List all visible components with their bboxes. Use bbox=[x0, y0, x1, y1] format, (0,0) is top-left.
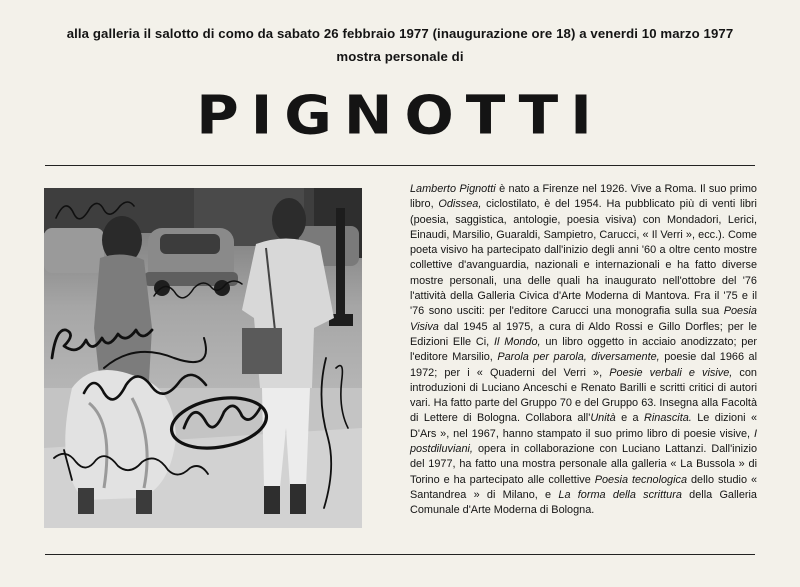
biography-paragraph bbox=[410, 182, 757, 519]
artist-name-title: PIGNOTTI bbox=[196, 83, 604, 147]
announcement-header bbox=[0, 22, 800, 68]
header-line-dates: alla galleria il salotto di como da sabato 26 febbraio 1977 (inaugurazione ore 18) a venerdi 10 marzo 1977 bbox=[66, 26, 734, 41]
bio-italic-title: Lamberto Pignotti bbox=[410, 183, 496, 195]
bio-italic-title: Poesia tecnologica bbox=[594, 473, 688, 486]
bio-italic-title: Parola per parola, diversamente, bbox=[497, 351, 660, 364]
bio-italic-title: Unità bbox=[590, 412, 616, 425]
bio-text-run: opera in collaborazione con Luciano Lattanzi. Dall'inizio del 1977, ha fatto una mostra personale alla galleria « La Bussola » di Torino e ha partecipato alle collettive bbox=[410, 443, 757, 486]
bottom-divider bbox=[45, 554, 755, 555]
bio-italic-title: Rinascita. bbox=[644, 412, 692, 425]
bio-text-run: dal 1945 al 1975, a cura di Aldo Rossi e Gillo Dorfles; per le Edizioni Elle Ci, bbox=[410, 320, 757, 348]
bio-italic-title: Il Mondo, bbox=[494, 335, 541, 348]
bio-text-run: della Galleria Comunale d'Arte Moderna di Bologna. bbox=[410, 488, 757, 517]
header-line-exhibition: mostra personale di bbox=[336, 49, 464, 64]
bio-italic-title: Poesie verbali e visive, bbox=[609, 366, 733, 379]
bio-text-run: un libro oggetto in acciaio anodizzato; per l'editore Marsilio, bbox=[410, 335, 758, 364]
bio-text-run: con introduzioni di Luciano Anceschi e Renato Barilli e scritti critici di autori vari. Ha fatto parte del Gruppo 70 e del Gruppo 63. Insegna alla Facoltà di Lettere di Bologna. Collabora all' bbox=[410, 366, 757, 425]
bio-text-run: ciclostilato, è del 1954. Ha pubblicato più di venti libri (poesia, saggistica, antologie, poesia visiva) con Mondadori, Lerici, Einaudi, Marsilio, Guaraldi, Sampietro, Carucci, « Il Verri », ecc.). Come poeta visivo ha partecipato dall'inizio degli anni '60 a oltre cento mostre collettive d'avanguardia, nazionali e internazionali e ha fatto diverse mostre personali, una delle quali ha inaugurato nell'ottobre del '76 l'attività della Galleria Civica d'Arte Moderna di Mantova. Fra il '75 e il '76 sono usciti: per l'editore Carucci una monografia sulla sua bbox=[410, 198, 757, 318]
bio-italic-title: Odissea, bbox=[438, 198, 482, 211]
bio-text-run: Le dizioni « D'Ars », nel 1967, hanno stampato il suo primo libro di poesie visive, bbox=[410, 412, 757, 440]
bio-text-run: poesie dal 1966 al 1972; per i « Quaderni del Verri », bbox=[410, 351, 757, 379]
bio-italic-title: La forma della scrittura bbox=[558, 488, 682, 501]
bio-text-run: e a bbox=[615, 412, 644, 425]
bio-italic-title: I postdiluviani, bbox=[410, 427, 757, 456]
artist-biography bbox=[410, 182, 757, 519]
bio-text-run: dello studio « Santandrea » di Milano, e bbox=[410, 473, 757, 501]
signed-street-photo bbox=[44, 188, 362, 528]
top-divider bbox=[45, 165, 755, 166]
bio-text-run: è nato a Firenze nel 1926. Vive a Roma. Il suo primo libro, bbox=[410, 183, 757, 211]
bio-italic-title: Poesia Visiva bbox=[410, 305, 757, 333]
